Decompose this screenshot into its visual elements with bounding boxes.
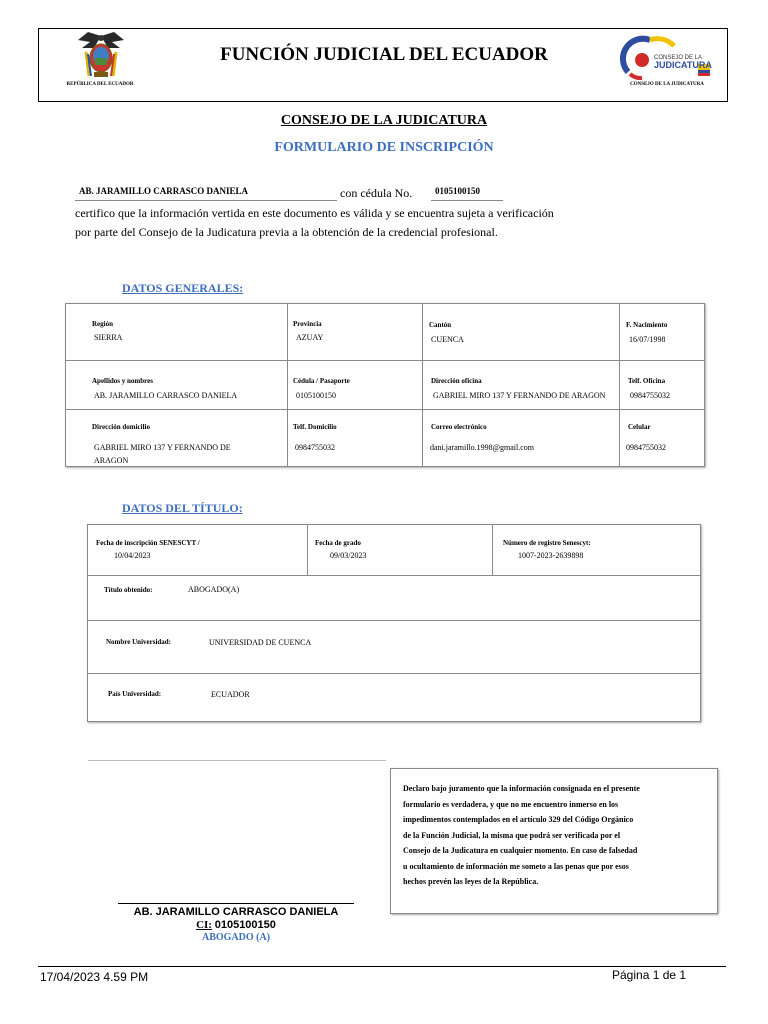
birthdate-label: F. Nacimiento <box>626 321 668 329</box>
footer-page-number: Página 1 de 1 <box>612 968 687 982</box>
declaration-text: Declaro bajo juramento que la información consignada en el presente formulario es verdadera, y que no me encuentro inmerso en los impedimentos contemplados en el artículo 329 del Código Orgánico de la Función Judicial, la misma que podrá ser verificada por el Consejo de la Judicatura en cualquier momento. En caso de falsedad u ocultamiento de información me someto a las penas que por esos hechos prevén las leyes de la República. <box>403 784 640 886</box>
province-value: AZUAY <box>296 333 324 342</box>
fullname-value: AB. JARAMILLO CARRASCO DANIELA <box>94 391 238 400</box>
registration-date-label: Fecha de inscripción SENESCYT / <box>96 539 200 547</box>
canton-label: Cantón <box>429 321 452 329</box>
cert-line-3: por parte del Consejo de la Judicatura previa a la obtención de la credencial profesional. <box>75 225 498 239</box>
office-phone-value: 0984755032 <box>630 391 670 400</box>
title-data-title: DATOS DEL TÍTULO: <box>122 501 243 515</box>
office-address-value: GABRIEL MIRO 137 Y FERNANDO DE ARAGON <box>433 391 606 400</box>
general-data-table <box>65 303 705 467</box>
declaration-box <box>390 768 718 914</box>
page-title: FUNCIÓN JUDICIAL DEL ECUADOR <box>220 44 548 65</box>
graduation-date-label: Fecha de grado <box>315 539 361 547</box>
cedula-prefix: con cédula No. <box>340 186 413 200</box>
region-value: SIERRA <box>94 333 123 342</box>
fullname-label: Apellidos y nombres <box>92 377 153 385</box>
mobile-label: Celular <box>628 423 651 431</box>
cert-line-2: certifico que la información vertida en este documento es válida y se encuentra sujeta a verificación <box>75 206 554 220</box>
cert-cedula-field <box>431 186 503 201</box>
degree-value: ABOGADO(A) <box>188 585 240 594</box>
university-value: UNIVERSIDAD DE CUENCA <box>209 638 312 647</box>
mobile-value: 0984755032 <box>626 443 666 452</box>
logo-text-2: JUDICATURA <box>654 60 712 70</box>
signature-line <box>118 903 354 904</box>
office-phone-label: Telf. Oficina <box>628 377 666 385</box>
footer-line <box>38 966 726 967</box>
canton-value: CUENCA <box>431 335 464 344</box>
senescyt-number-value: 1007-2023-2639898 <box>518 551 584 560</box>
senescyt-number-label: Número de registro Senescyt: <box>503 539 591 547</box>
degree-label: Título obtenido: <box>104 586 153 594</box>
university-label: Nombre Universidad: <box>106 638 172 646</box>
signature-ci: 0105100150 <box>214 919 276 931</box>
judicatura-logo-icon <box>620 34 716 80</box>
footer-timestamp: 17/04/2023 4.59 PM <box>40 970 149 984</box>
office-address-label: Dirección oficina <box>431 377 482 385</box>
cert-cedula: 0105100150 <box>435 186 480 196</box>
separator-line <box>88 760 386 761</box>
id-label: Cédula / Pasaporte <box>293 377 350 385</box>
country-value: ECUADOR <box>211 690 250 699</box>
signature-role: ABOGADO (A) <box>201 932 271 943</box>
signature-name: AB. JARAMILLO CARRASCO DANIELA <box>133 906 339 918</box>
email-label: Correo electrónico <box>431 423 487 431</box>
email-value: dani.jaramillo.1998@gmail.com <box>430 443 535 452</box>
republic-caption: REPÚBLICA DEL ECUADOR <box>66 82 134 87</box>
form-heading: FORMULARIO DE INSCRIPCIÓN <box>274 140 494 155</box>
cert-name: AB. JARAMILLO CARRASCO DANIELA <box>79 186 249 196</box>
judicatura-caption: CONSEJO DE LA JUDICATURA <box>630 82 704 87</box>
birthdate-value: 16/07/1998 <box>629 335 666 344</box>
title-data-table <box>87 524 701 722</box>
graduation-date-value: 09/03/2023 <box>330 551 367 560</box>
signature-ci-row <box>118 919 354 931</box>
signature-ci-label: CI: <box>196 919 212 931</box>
region-label: Región <box>92 320 113 328</box>
province-label: Provincia <box>293 320 322 328</box>
registration-date-value: 10/04/2023 <box>114 551 151 560</box>
logo-text-1: CONSEJO DE LA <box>654 55 703 61</box>
general-data-title: DATOS GENERALES: <box>122 281 244 295</box>
council-heading: CONSEJO DE LA JUDICATURA <box>280 113 488 128</box>
id-value: 0105100150 <box>296 391 336 400</box>
home-address-label: Dirección domicilio <box>92 423 150 431</box>
country-label: País Universidad: <box>108 690 162 698</box>
home-phone-label: Telf. Domicilio <box>293 423 337 431</box>
cert-name-field <box>75 186 337 201</box>
home-address-value: GABRIEL MIRO 137 Y FERNANDO DE ARAGON <box>94 443 231 465</box>
home-phone-value: 0984755032 <box>295 443 335 452</box>
